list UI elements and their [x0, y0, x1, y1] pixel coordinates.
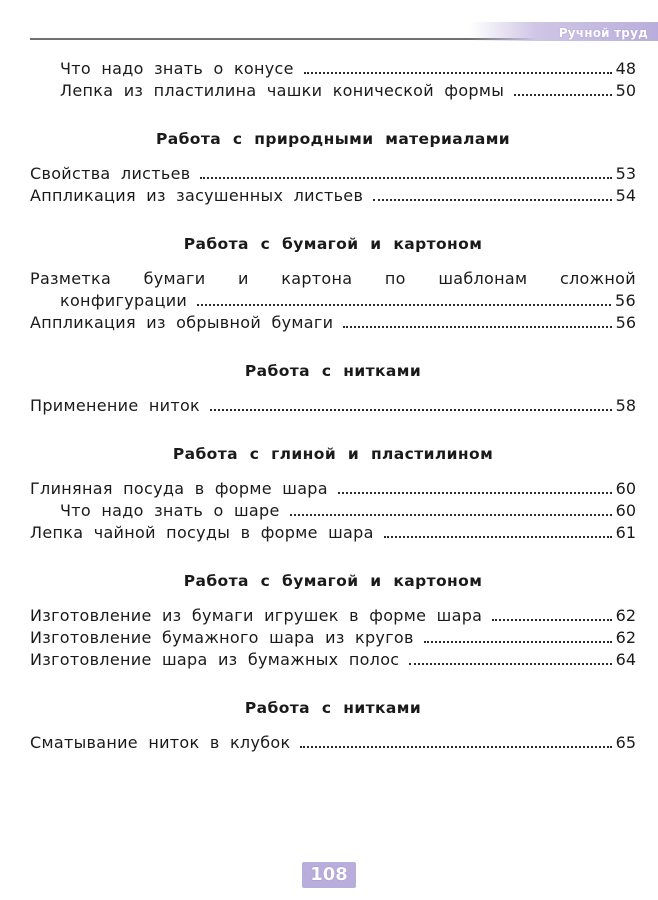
toc-entry-title: Свойства листьев [30, 164, 191, 183]
toc-word: сложной [559, 269, 636, 288]
toc-entry-first-line [30, 268, 636, 290]
toc-entry-title: Аппликация из обрывной бумаги [30, 313, 334, 332]
toc-word: и [238, 269, 249, 288]
toc-entry [30, 185, 636, 207]
toc-entry-continuation [30, 290, 636, 312]
toc-word: бумаги [143, 269, 206, 288]
dot-leader [409, 663, 611, 665]
section-heading: Работа с природными материалами [155, 130, 511, 148]
page-number: 108 [302, 862, 356, 888]
toc-entry-page: 53 [615, 164, 636, 183]
toc-entry-page: 54 [615, 186, 636, 205]
dot-leader [210, 409, 612, 411]
toc-entry-page: 62 [615, 606, 636, 625]
toc-entry-title: Глиняная посуда в форме шара [30, 479, 328, 498]
toc-entry-title: Сматывание ниток в клубок [30, 733, 291, 752]
toc-word: шаблонам [438, 269, 528, 288]
section-heading: Работа с нитками [244, 699, 422, 717]
dot-leader [200, 177, 611, 179]
running-title-tab [470, 22, 658, 41]
toc-word: Разметка [30, 269, 112, 288]
toc-word: картона [281, 269, 353, 288]
dot-leader [197, 304, 611, 306]
dot-leader [492, 619, 611, 621]
toc-entry-page: 56 [615, 313, 636, 332]
toc-entry-page: 60 [615, 479, 636, 498]
dot-leader [343, 326, 611, 328]
toc-entry-page: 62 [615, 628, 636, 647]
toc-entry [30, 58, 636, 80]
dot-leader [384, 536, 612, 538]
dot-leader [304, 72, 612, 74]
toc-entry-wrapped [30, 268, 636, 312]
dot-leader [290, 514, 612, 516]
dot-leader [373, 199, 611, 201]
toc-entry-page: 64 [615, 650, 636, 669]
toc-entry-title: Лепка чайной посуды в форме шара [30, 523, 374, 542]
toc-entry [30, 80, 636, 102]
toc-entry-title: Изготовление из бумаги игрушек в форме шара [30, 606, 483, 625]
toc-entry-page: 50 [615, 81, 636, 100]
toc-entry [30, 163, 636, 185]
toc-entry-title: Изготовление шара из бумажных полос [30, 650, 400, 669]
toc-entry [30, 312, 636, 334]
dot-leader [300, 746, 611, 748]
table-of-contents [30, 58, 636, 754]
toc-entry-page: 61 [615, 523, 636, 542]
toc-entry-title: Что надо знать о конусе [60, 59, 294, 78]
toc-entry-page: 58 [615, 396, 636, 415]
toc-entry [30, 732, 636, 754]
toc-entry-title: Лепка из пластилина чашки конической формы [60, 81, 505, 100]
dot-leader [514, 94, 611, 96]
toc-entry [30, 605, 636, 627]
toc-entry-page: 48 [615, 59, 636, 78]
section-heading: Работа с глиной и пластилином [172, 445, 494, 463]
dot-leader [424, 641, 612, 643]
section-heading: Работа с нитками [244, 362, 422, 380]
toc-entry-title: Изготовление бумажного шара из кругов [30, 628, 414, 647]
toc-entry-page: 60 [615, 501, 636, 520]
toc-entry [30, 522, 636, 544]
toc-entry-title: Аппликация из засушенных листьев [30, 186, 364, 205]
toc-entry-title-continuation: конфигурации [60, 291, 188, 310]
toc-entry [30, 395, 636, 417]
toc-entry [30, 627, 636, 649]
running-title: Ручной труд [558, 26, 648, 40]
page-number-tab [300, 862, 358, 900]
toc-entry-title: Применение ниток [30, 396, 201, 415]
toc-entry [30, 649, 636, 671]
toc-entry-page: 65 [615, 733, 636, 752]
toc-entry-page: 56 [615, 291, 636, 310]
section-heading: Работа с бумагой и картоном [183, 572, 483, 590]
toc-entry [30, 500, 636, 522]
toc-word: по [384, 269, 406, 288]
section-heading: Работа с бумагой и картоном [183, 235, 483, 253]
toc-entry-title: Что надо знать о шаре [60, 501, 280, 520]
toc-entry [30, 478, 636, 500]
dot-leader [338, 492, 612, 494]
